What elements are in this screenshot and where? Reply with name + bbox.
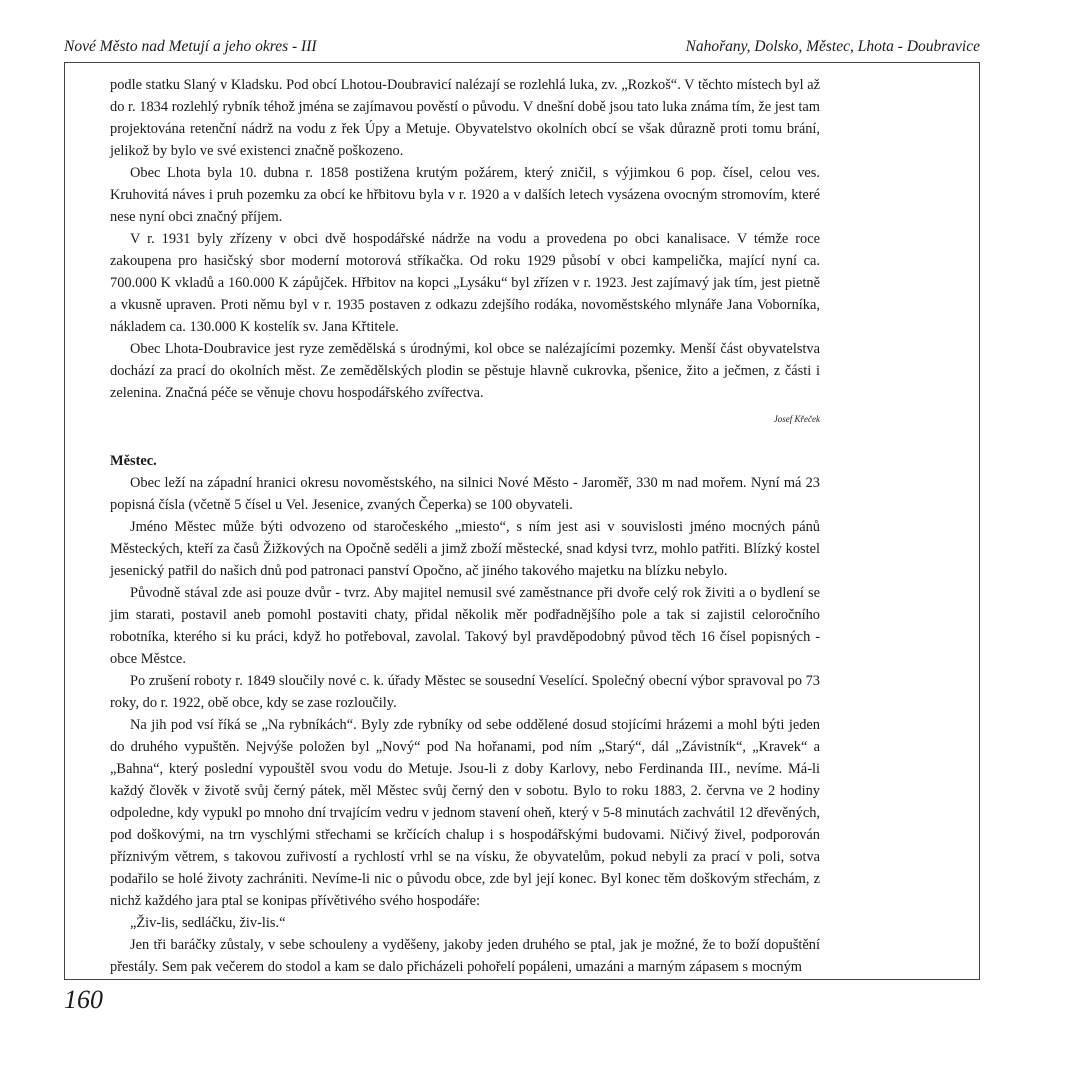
paragraph: Obec Lhota-Doubravice jest ryze zemědělská s úrodnými, kol obce se nalézajícími pozemky. Menší část obyvatelstva dochází za prací do okolních měst. Ze zemědělských plodin se pěstuje hlavně cukrovka, pšenice, žito a ječmen, z části i zelenina. Značná péče se věnuje chovu hospodářského zvířectva. <box>110 341 820 401</box>
paragraph: podle statku Slaný v Kladsku. Pod obcí Lhotou-Doubravicí nalézají se rozlehlá luka, zv. „Rozkoš“. V těchto místech byl až do r. 1834 rozlehlý rybník téhož jména se zajímavou pověstí o původu. V dnešní době jsou tato luka známa tím, že jest tam projektována retenční nádrž na vodu z řek Úpy a Metuje. Obyvatelstvo okolních obcí se však důrazně proti tomu brání, jelikož by bylo ve své existenci značně poškozeno. <box>110 77 820 159</box>
section-title: Městec. <box>110 453 157 469</box>
paragraph: Na jih pod vsí říká se „Na rybníkách“. Byly zde rybníky od sebe oddělené dosud stojícími hrázemi a mohl býti jeden do druhého vypuštěn. Nejvýše položen byl „Nový“ pod Na hořanami, pod ním „Starý“, dál „Závistník“, „Kravek“ a „Bahna“, který poslední vypouštěl svou vodu do Metuje. Jsou-li z doby Karlovy, nebo Ferdinanda III., nevíme. Má-li každý člověk v životě svůj černý pátek, měl Městec svůj černý den v sobotu. Bylo to roku 1883, 2. června ve 2 hodiny odpoledne, kdy vypukl po mnoho dní trvajícím vedru v jednom stavení oheň, který v 5-8 minutách zachvátil 12 dřevěných, pod doškovými, na trn vyschlými střechami se krčících chalup i s hospodářskými budovami. Ničivý živel, podporován příznivým větrem, s takovou zuřivostí a rychlostí vrhl se na vísku, že obyvatelům, pokud nebyli za prací v poli, sotva podařilo se holé životy zachrániti. Nevíme-li nic o původu obce, zde byl její konec. Byl konec těm doškovým střechám, z nichž každého jara ptal se konipas přívětivého svého hospodáře: <box>110 717 820 909</box>
page-number: 160 <box>64 985 103 1014</box>
paragraph: V r. 1931 byly zřízeny v obci dvě hospodářské nádrže na vodu a provedena po obci kanalisace. V témže roce zakoupena pro hasičský sbor moderní motorová stříkačka. Od roku 1929 působí v obci kampelička, mající nyní ca. 700.000 K vkladů a 160.000 K zápůjček. Hřbitov na kopci „Lysáku“ byl zřízen v r. 1923. Jest zajímavý jak tím, jest pietně a vkusně upraven. Proti němu byl v r. 1935 postaven z odkazu zdejšího rodáka, novoměstského mlynáře Jana Voborníka, nákladem ca. 130.000 K kostelík sv. Jana Křtitele. <box>110 231 820 335</box>
paragraph: Obec Lhota byla 10. dubna r. 1858 postižena krutým požárem, který zničil, s výjimkou 6 pop. čísel, celou ves. Kruhovitá náves i pruh pozemku za obcí ke hřbitovu byla v r. 1920 a v dalších letech vysázena ovocným stromovím, které nese nyní obci značný příjem. <box>110 165 820 225</box>
section-mestec <box>110 450 820 978</box>
page-content <box>110 74 820 978</box>
paragraph: Jen tři baráčky zůstaly, v sebe schouleny a vyděšeny, jakoby jeden druhého se ptal, jak je možné, že to boží dopuštění přestály. Sem pak večerem do stodol a kam se dalo přicházeli pohořelí popáleni, umazáni a marným zápasem s mocným <box>110 937 820 975</box>
header-chapter-title: Nahořany, Dolsko, Městec, Lhota - Doubravice <box>685 38 980 55</box>
running-header <box>64 38 980 60</box>
header-book-title: Nové Město nad Metují a jeho okres - III <box>64 38 317 55</box>
paragraph: Původně stával zde asi pouze dvůr - tvrz. Aby majitel nemusil své zaměstnance při dvoře celý rok živiti a o bydlení se jim starati, postavil aneb pomohl postaviti chaty, přidal několik měr podřadnějšího pole a tak si zajistil celoročního robotníka, kterého si ku práci, když ho potřeboval, zavolal. Takový byl pravděpodobný původ těch 16 čísel popisných - obce Městce. <box>110 585 820 667</box>
author-signature: Josef Křeček <box>773 414 820 424</box>
paragraph: Obec leží na západní hranici okresu novoměstského, na silnici Nové Město - Jaroměř, 330 m nad mořem. Nyní má 23 popisná čísla (včetně 5 čísel u Vel. Jesenice, zvaných Čeperka) se 100 obyvateli. <box>110 475 820 513</box>
section-lhota <box>110 74 820 426</box>
paragraph: Po zrušení roboty r. 1849 sloučily nové c. k. úřady Městec se sousední Veselící. Společný obecní výbor spravoval po 73 roky, do r. 1922, obě obce, kdy se zase rozloučily. <box>110 673 820 711</box>
quote-line: „Živ-lis, sedláčku, živ-lis.“ <box>130 915 286 931</box>
paragraph: Jméno Městec může býti odvozeno od staročeského „miesto“, s ním jest asi v souvislosti jméno mocných pánů Městeckých, kteří za časů Žižkových na Opočně seděli a jimž zboží městecké, snad kdysi tvrz, mohlo patřiti. Blízký kostel jesenický patřil do našich dnů pod patronaci panství Opočno, ač jiného takového majetku na blízku nebylo. <box>110 519 820 579</box>
